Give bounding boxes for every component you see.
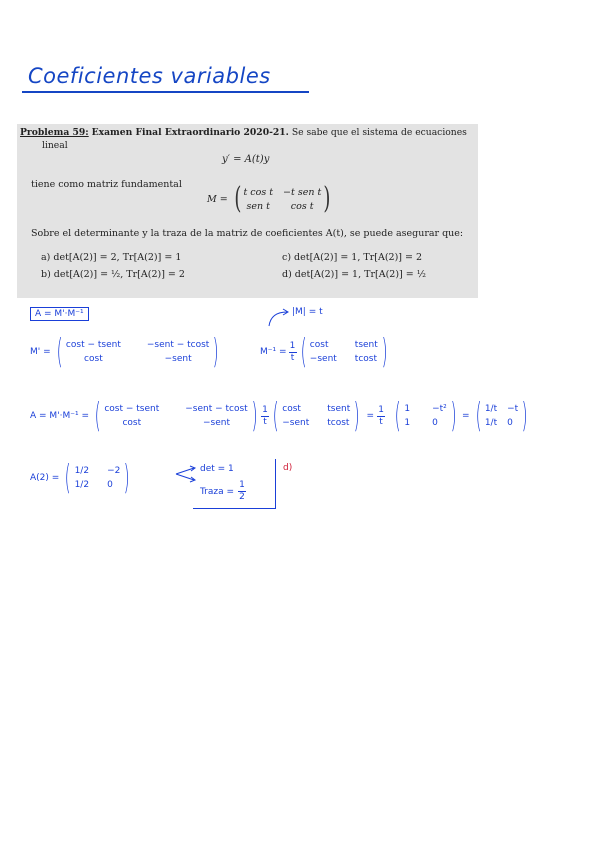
matrix-cell: 1: [404, 404, 411, 414]
equals-sign: =: [366, 411, 375, 421]
option-d: d) det[A(2)] = 1, Tr[A(2)] = ½: [282, 269, 426, 280]
fraction: $\frac{1}{t}$: [289, 340, 296, 363]
matrix-Minv: [260, 332, 391, 372]
problem-header: [20, 127, 467, 139]
matrix-cell: cost: [122, 418, 142, 428]
matrix-M: [207, 181, 333, 216]
option-a: a) det[A(2)] = 2, Tr[A(2)] = 1: [41, 252, 182, 263]
matrix-cell: cost: [282, 404, 301, 414]
matrix-cell: −t²: [432, 404, 447, 414]
matrix-cell: tcost: [327, 418, 350, 428]
matrix-cell: 1/t: [484, 418, 498, 428]
matrix-cell: cos t: [290, 200, 314, 212]
matrix-cell: −t sen t: [283, 186, 322, 198]
product-line: [30, 396, 531, 436]
matrix-cell: 1/2: [74, 480, 90, 490]
matrix-cell: tcost: [354, 354, 377, 364]
matrix-cell: −sent: [164, 354, 192, 364]
left-paren: (: [475, 396, 482, 436]
right-paren: ): [353, 396, 360, 436]
matrix-cell: −sent − tcost: [146, 340, 210, 350]
right-paren: ): [381, 332, 388, 372]
arrow-icon: [265, 306, 295, 328]
A2-label: A(2) =: [30, 473, 60, 483]
A-label: A = M'·M⁻¹ =: [30, 411, 90, 421]
traza-label: Traza =: [200, 486, 235, 497]
fundamental-text: tiene como matriz fundamental: [31, 179, 182, 190]
Mprime-label: M' =: [30, 347, 51, 357]
matrix-cell: sen t: [246, 200, 270, 212]
matrix-cell: −sent − tcost: [185, 404, 248, 414]
left-paren: (: [272, 396, 279, 436]
matrix-cell: −2: [107, 466, 121, 476]
problem-box: [17, 124, 478, 298]
fraction: $\frac{1}{2}$: [239, 480, 245, 502]
problem-exam: Examen Final Extraordinario 2020-21.: [91, 127, 289, 138]
matrix-cell: cost − tsent: [104, 404, 160, 414]
matrix-cell: −sent: [202, 418, 230, 428]
matrix-cell: t cos t: [243, 186, 274, 198]
right-paren: ): [123, 458, 130, 498]
option-c: c) det[A(2)] = 1, Tr[A(2)] = 2: [282, 252, 423, 263]
left-paren: (: [300, 332, 307, 372]
left-paren: (: [94, 396, 101, 436]
equals-sign: =: [462, 411, 470, 421]
left-paren: (: [56, 332, 63, 372]
matrix-cell: 0: [432, 418, 438, 428]
matrix-cell: cost: [309, 340, 329, 350]
matrix-cell: cost: [84, 354, 103, 364]
traza-result: [200, 481, 246, 502]
answer-mark: d): [283, 463, 293, 473]
problem-statement: Se sabe que el sistema de ecuaciones: [291, 127, 467, 138]
matrix-cell: 1: [404, 418, 411, 428]
matrix-cell: 1/t: [484, 404, 498, 414]
fraction: $\frac{1}{t}$: [378, 404, 384, 427]
matrix-cell: 1/2: [74, 466, 90, 476]
matrix-A2: [30, 458, 134, 498]
problem-label: Problema 59:: [20, 127, 89, 138]
matrix-cell: −sent: [309, 354, 337, 364]
matrix-cell: −sent: [282, 418, 310, 428]
left-paren: (: [394, 396, 401, 436]
page-title: Coeficientes variables: [28, 64, 271, 88]
right-paren: ): [251, 396, 258, 436]
title-underline: [22, 91, 309, 93]
system-equation: y′ = A(t)y: [222, 154, 270, 165]
det-result: det = 1: [200, 464, 234, 474]
right-paren: ): [323, 181, 331, 216]
option-b: b) det[A(2)] = ½, Tr[A(2)] = 2: [41, 269, 185, 280]
right-paren: ): [521, 396, 528, 436]
right-paren: ): [450, 396, 457, 436]
matrix-cell: 0: [507, 418, 513, 428]
Minv-label: M⁻¹ =: [260, 347, 287, 357]
matrix-M-label: M =: [207, 193, 228, 205]
formula-box: A = M'·M⁻¹: [30, 307, 89, 321]
right-paren: ): [212, 332, 219, 372]
matrix-cell: tsent: [354, 340, 378, 350]
matrix-cell: tsent: [327, 404, 351, 414]
matrix-cell: cost − tsent: [65, 340, 121, 350]
matrix-cell: 0: [107, 480, 113, 490]
matrix-Mprime: [30, 332, 223, 372]
left-paren: (: [64, 458, 71, 498]
det-M-note: |M| = t: [292, 307, 323, 317]
matrix-cell: −t: [507, 404, 519, 414]
question-text: Sobre el determinante y la traza de la matriz de coeficientes A(t), se puede asegurar que:: [31, 228, 464, 239]
left-paren: (: [234, 181, 242, 216]
fraction: $\frac{1}{t}$: [262, 404, 268, 427]
problem-statement-cont: lineal: [42, 140, 68, 151]
